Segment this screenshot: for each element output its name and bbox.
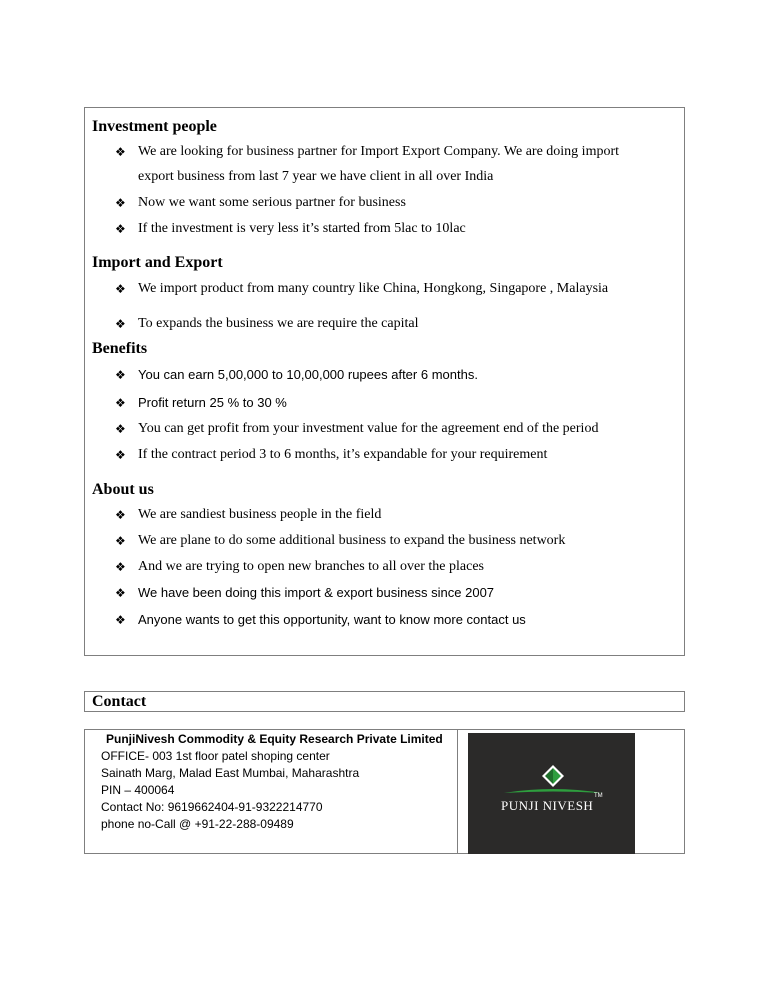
contact-heading-box (84, 691, 685, 712)
diamond-bullet-icon: ❖ (115, 317, 126, 331)
heading-import-export: Import and Export (92, 254, 223, 271)
diamond-bullet-icon: ❖ (115, 534, 126, 548)
info-box: Investment people ❖ We are looking for business partner for Import Export Company. We are doing import export business from last 7 year we have client in all over India ❖ Now we want some serious partner for business ❖ If the investment is very less it’s started from 5lac to 10lac Import and Export ❖ We import product from many country like China, Hongkong, Singapore , Malaysia ❖ To expands the business we are require the capital Benefits ❖ You can earn 5,00,000 to 10,00,000 rupees after 6 months. ❖ Profit return 25 % to 30 % ❖ You can get profit from your investment value for the agreement end of the period ❖ If the contract period 3 to 6 months, it’s expandable for your requirement About us ❖ We are sandiest business people in the field ❖ We are plane to do some additional business to expand the business network ❖ And we are trying to open new branches to all over the places ❖ We have been doing this import & export business since 2007 ❖ Anyone wants to get this opportunity, want to know more contact us (84, 107, 685, 656)
address-line: OFFICE- 003 1st floor patel shoping center (101, 749, 330, 763)
heading-benefits: Benefits (92, 340, 148, 357)
table-divider (457, 730, 458, 853)
diamond-bullet-icon: ❖ (115, 282, 126, 296)
heading-about-us: About us (92, 481, 154, 498)
diamond-bullet-icon: ❖ (115, 222, 126, 236)
diamond-bullet-icon: ❖ (115, 586, 126, 600)
leaf-diamond-icon (468, 733, 635, 854)
company-name: PunjiNivesh Commodity & Equity Research Private Limited (106, 732, 443, 746)
address-line: PIN – 400064 (101, 783, 175, 797)
logo-trademark: TM (594, 793, 603, 799)
diamond-bullet-icon: ❖ (115, 613, 126, 627)
logo-text: PUNJI NIVESH (501, 798, 594, 813)
diamond-bullet-icon: ❖ (115, 196, 126, 210)
diamond-bullet-icon: ❖ (115, 368, 126, 382)
diamond-bullet-icon: ❖ (115, 560, 126, 574)
diamond-bullet-icon: ❖ (115, 145, 126, 159)
heading-contact: Contact (92, 693, 147, 710)
company-logo (468, 733, 635, 854)
heading-investment: Investment people (92, 118, 217, 135)
diamond-bullet-icon: ❖ (115, 422, 126, 436)
phone-number: phone no-Call @ +91-22-288-09489 (101, 817, 294, 831)
diamond-bullet-icon: ❖ (115, 396, 126, 410)
address-line: Sainath Marg, Malad East Mumbai, Maharashtra (101, 766, 360, 780)
list-item-continuation: export business from last 7 year we have client in all over India (138, 169, 494, 184)
diamond-bullet-icon: ❖ (115, 448, 126, 462)
contact-table (84, 729, 685, 854)
diamond-bullet-icon: ❖ (115, 508, 126, 522)
contact-number: Contact No: 9619662404-91-9322214770 (101, 800, 323, 814)
